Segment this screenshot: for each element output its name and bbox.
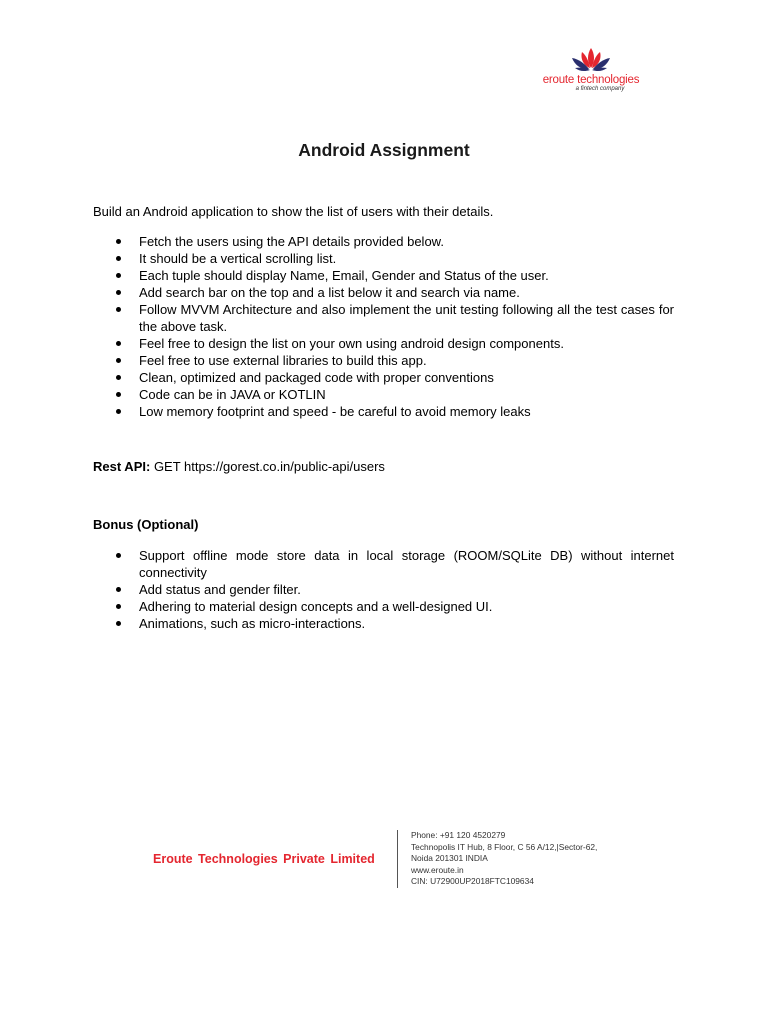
bonus-heading: Bonus (Optional) [93, 517, 199, 532]
footer-company-name: Eroute Technologies Private Limited [153, 852, 375, 866]
bullet-icon [116, 307, 121, 312]
bullet-icon [116, 392, 121, 397]
bullet-icon [116, 290, 121, 295]
bullet-icon [116, 409, 121, 414]
list-item: It should be a vertical scrolling list. [113, 250, 674, 267]
bullet-icon [116, 256, 121, 261]
bullet-icon [116, 375, 121, 380]
list-item: Adhering to material design concepts and a well-designed UI. [113, 598, 674, 615]
logo-tagline: a fintech company [575, 86, 625, 92]
list-item: Fetch the users using the API details provided below. [113, 233, 674, 250]
bullet-icon [116, 604, 121, 609]
list-item: Animations, such as micro-interactions. [113, 615, 674, 632]
list-item: Follow MVVM Architecture and also implement the unit testing following all the test cases for the above task. [113, 301, 674, 335]
logo-name: eroute technologies [542, 74, 640, 86]
company-logo [536, 46, 646, 93]
bullet-icon [116, 553, 121, 558]
list-item: Add status and gender filter. [113, 581, 674, 598]
bullet-icon [116, 239, 121, 244]
footer-cin: CIN: U72900UP2018FTC109634 [411, 876, 534, 887]
bullet-icon [116, 341, 121, 346]
bullet-icon [116, 587, 121, 592]
footer-address-line2: Noida 201301 INDIA [411, 853, 488, 864]
list-item: Feel free to design the list on your own using android design components. [113, 335, 674, 352]
footer-address-line1: Technopolis IT Hub, 8 Floor, C 56 A/12,|Sector-62, [411, 841, 598, 852]
list-item: Clean, optimized and packaged code with proper conventions [113, 369, 674, 386]
list-item: Code can be in JAVA or KOTLIN [113, 386, 674, 403]
rest-api-value: GET https://gorest.co.in/public-api/users [153, 459, 385, 474]
list-item: Feel free to use external libraries to build this app. [113, 352, 674, 369]
footer-divider [397, 830, 398, 888]
list-item: Each tuple should display Name, Email, Gender and Status of the user. [113, 267, 674, 284]
bullet-icon [116, 273, 121, 278]
intro-text: Build an Android application to show the list of users with their details. [93, 204, 494, 219]
rest-api-label: Rest API: [93, 459, 151, 474]
list-item: Add search bar on the top and a list below it and search via name. [113, 284, 674, 301]
requirements-list [113, 233, 674, 420]
page-title: Android Assignment [298, 140, 470, 160]
bullet-icon [116, 621, 121, 626]
bonus-list [113, 547, 674, 632]
list-item: Support offline mode store data in local storage (ROOM/SQLite DB) without internet connectivity [113, 547, 674, 581]
bullet-icon [116, 358, 121, 363]
lotus-icon [567, 46, 615, 74]
rest-api-line [93, 459, 385, 474]
footer-website: www.eroute.in [411, 864, 464, 875]
list-item: Low memory footprint and speed - be careful to avoid memory leaks [113, 403, 674, 420]
footer-phone: Phone: +91 120 4520279 [411, 830, 506, 840]
footer-contact-block [411, 830, 597, 888]
